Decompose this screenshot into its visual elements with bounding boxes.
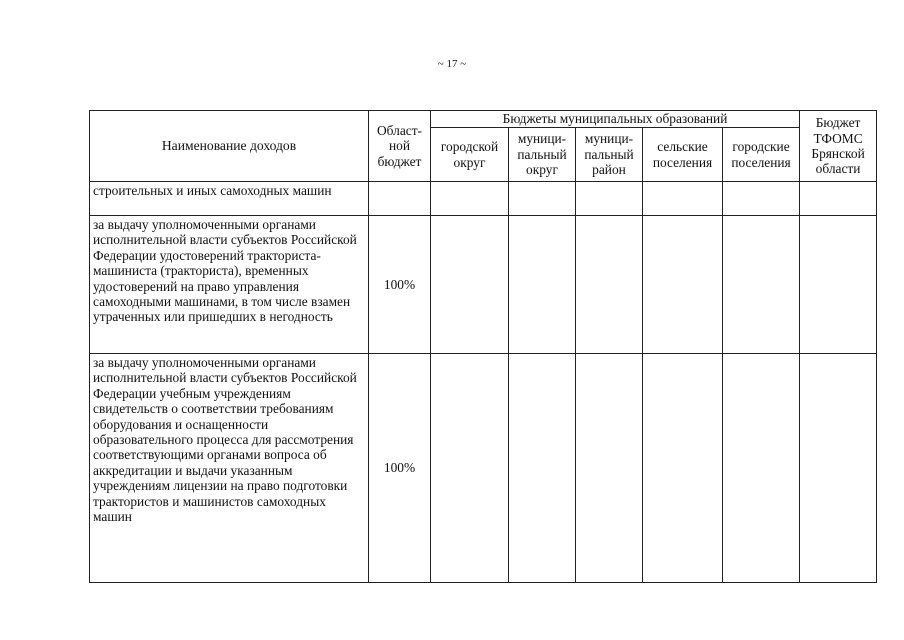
rural-settlements-header: сельские поселения [643,128,723,182]
urban-settlements-header: городские поселения [723,128,800,182]
municipal-share-cell [643,182,723,216]
municipal-district-header: муници- пальный район [576,128,643,182]
municipal-share-cell [643,216,723,354]
income-name-cell: за выдачу уполномоченными органами исполнительной власти субъектов Российской Федерации учебным учреждениям свидетельств о соответствии требованиям оборудования и оснащенности образовательного процесса для рассмотрения соответствующими органами вопроса об аккредитации и выдачи указанным учреждениям лицензии на право подготовки трактористов и машинистов самоходных машин [90,354,369,583]
municipal-share-cell [431,216,509,354]
page-number: ~ 17 ~ [437,58,467,70]
regional-share-cell: 100% [369,354,431,583]
tfoms-budget-header [800,111,877,182]
budget-distribution-table [89,110,877,583]
tfoms-budget-header-text: Бюджет ТФОМС Брянской области [811,115,865,177]
municipal-share-cell [576,182,643,216]
table-header-row [90,111,877,128]
municipal-share-cell [509,182,576,216]
table-row [90,354,877,583]
municipal-budgets-group-header: Бюджеты муниципальных образований [431,111,800,128]
municipal-share-cell [509,354,576,583]
municipal-share-cell [431,182,509,216]
tfoms-share-cell [800,216,877,354]
tfoms-share-cell [800,182,877,216]
table-row [90,216,877,354]
income-name-cell: строительных и иных самоходных машин [90,182,369,216]
municipal-share-cell [509,216,576,354]
table-row [90,182,877,216]
city-district-header: городской округ [431,128,509,182]
regional-budget-header-text: Област- ной бюджет [376,122,423,169]
municipal-share-cell [576,354,643,583]
municipal-okrug-header: муници- пальный округ [509,128,576,182]
municipal-share-cell [723,182,800,216]
tfoms-share-cell [800,354,877,583]
municipal-share-cell [576,216,643,354]
municipal-share-cell [431,354,509,583]
regional-share-cell: 100% [369,216,431,354]
income-name-cell: за выдачу уполномоченными органами исполнительной власти субъектов Российской Федерации удостоверений тракториста-машиниста (тракториста), временных удостоверений на право управления самоходными машинами, в том числе взамен утраченных или пришедших в негодность [90,216,369,354]
municipal-share-cell [723,216,800,354]
municipal-share-cell [723,354,800,583]
municipal-share-cell [643,354,723,583]
regional-share-cell [369,182,431,216]
regional-budget-header [369,111,431,182]
income-name-header: Наименование доходов [90,111,369,182]
